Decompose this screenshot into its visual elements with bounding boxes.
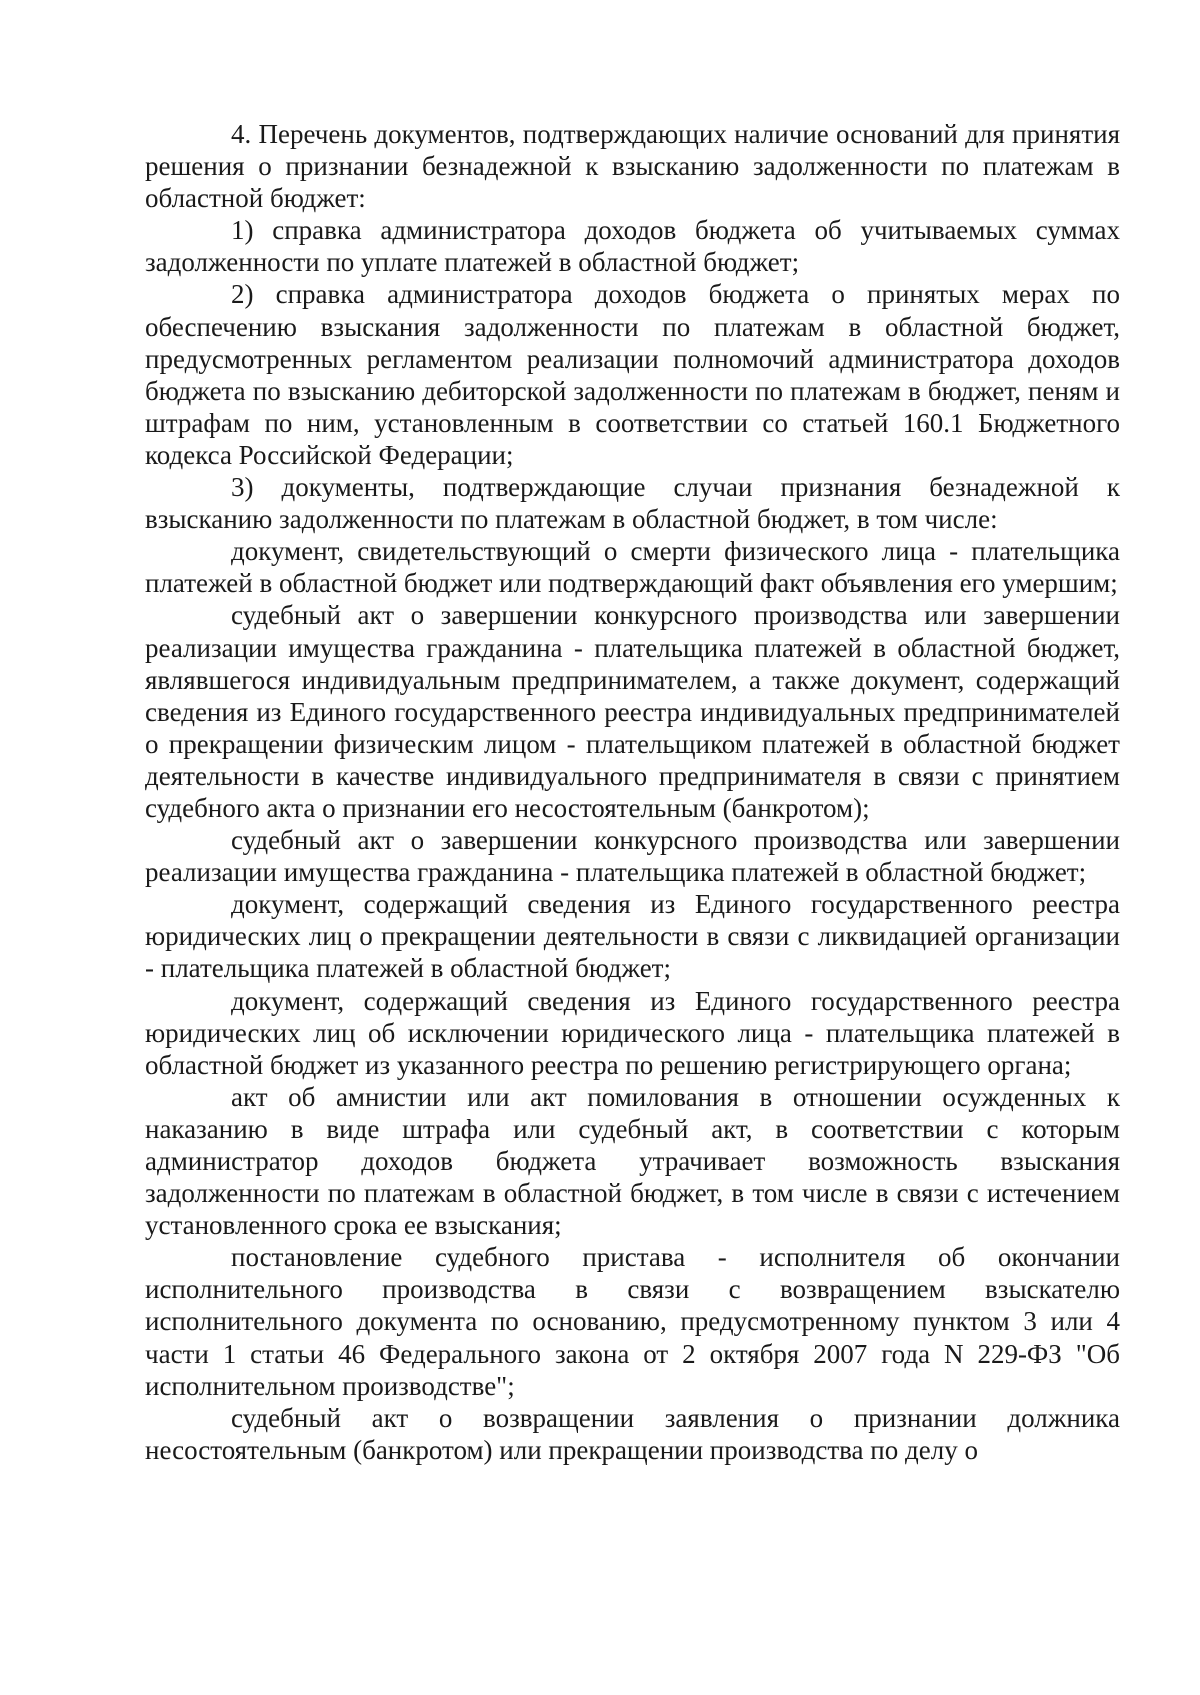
paragraph-subitem-3: 3) документы, подтверждающие случаи признания безнадежной к взысканию задолженности по платежам в областной бюджет, в том числе:: [145, 472, 1120, 535]
paragraph-subitem-1: 1) справка администратора доходов бюджета об учитываемых суммах задолженности по уплате платежей в областной бюджет;: [145, 215, 1120, 278]
paragraph-item-4: 4. Перечень документов, подтверждающих наличие оснований для принятия решения о признании безнадежной к взысканию задолженности по платежам в областной бюджет:: [145, 119, 1120, 214]
paragraph-liquidation: документ, содержащий сведения из Единого государственного реестра юридических лиц о прекращении деятельности в связи с ликвидацией организации - плательщика платежей в областной бюджет;: [145, 889, 1120, 984]
paragraph-bankruptcy-entrepreneur: судебный акт о завершении конкурсного производства или завершении реализации имущества гражданина - плательщика платежей в областной бюджет, являвшегося индивидуальным предпринимателем, а также документ, содержащий сведения из Единого государственного реестра индивидуальных предпринимателей о прекращении физическим лицом - плательщиком платежей в областной бюджет деятельности в качестве индивидуального предпринимателя в связи с принятием судебного акта о признании его несостоятельным (банкротом);: [145, 600, 1120, 823]
paragraph-death-certificate: документ, свидетельствующий о смерти физического лица - плательщика платежей в областной бюджет или подтверждающий факт объявления его умершим;: [145, 536, 1120, 599]
paragraph-exclusion: документ, содержащий сведения из Единого государственного реестра юридических лиц об исключении юридического лица - плательщика платежей в областной бюджет из указанного реестра по решению регистрирующего органа;: [145, 985, 1120, 1080]
document-page: [145, 118, 1120, 1466]
paragraph-bailiff-resolution: постановление судебного пристава - исполнителя об окончании исполнительного производства в связи с возвращением взыскателю исполнительного документа по основанию, предусмотренному пунктом 3 или 4 части 1 статьи 46 Федерального закона от 2 октября 2007 года N 229-ФЗ "Об исполнительном производстве";: [145, 1242, 1120, 1401]
paragraph-bankruptcy-citizen: судебный акт о завершении конкурсного производства или завершении реализации имущества гражданина - плательщика платежей в областной бюджет;: [145, 825, 1120, 888]
paragraph-amnesty: акт об амнистии или акт помилования в отношении осужденных к наказанию в виде штрафа или судебный акт, в соответствии с которым администратор доходов бюджета утрачивает возможность взыскания задолженности по платежам в областной бюджет, в том числе в связи с истечением установленного срока ее взыскания;: [145, 1081, 1120, 1241]
paragraph-subitem-2: 2) справка администратора доходов бюджета о принятых мерах по обеспечению взыскания задолженности по платежам в областной бюджет, предусмотренных регламентом реализации полномочий администратора доходов бюджета по взысканию дебиторской задолженности по платежам в бюджет, пеням и штрафам по ним, установленным в соответствии со статьей 160.1 Бюджетного кодекса Российской Федерации;: [145, 279, 1120, 470]
paragraph-court-return: судебный акт о возвращении заявления о признании должника несостоятельным (банкротом) или прекращении производства по делу о: [145, 1402, 1120, 1465]
